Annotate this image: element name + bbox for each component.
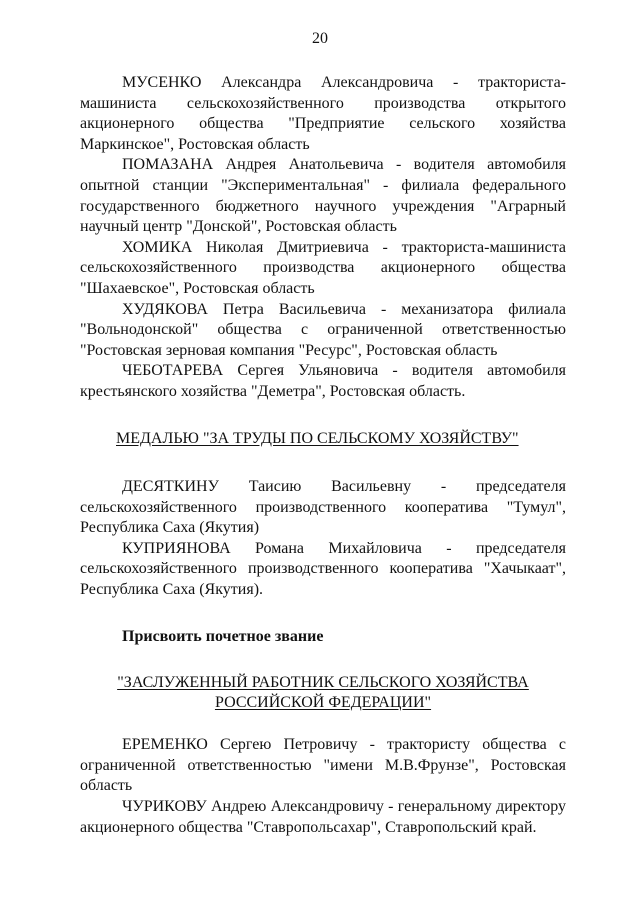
award-entry: КУПРИЯНОВА Романа Михайловича - председателя сельскохозяйственного производственного кооператива "Хачыкаат", Республика Саха (Якутия). [80,539,566,599]
document-body [80,73,566,838]
award-entry: ЧУРИКОВУ Андрею Александровичу - генеральному директору акционерного общества "Ставропольсахар", Ставропольский край. [80,798,566,836]
assign-title-label: Присвоить почетное звание [122,627,324,645]
medal-award-list [80,477,566,601]
award-entry: ДЕСЯТКИНУ Таисию Васильевну - председателя сельскохозяйственного производственного кооператива "Тумул", Республика Саха (Якутия) [80,478,566,537]
honorary-title-line-2: РОССИЙСКОЙ ФЕДЕРАЦИИ" [214,694,432,712]
award-entry: ЧЕБОТАРЕВА Сергея Ульяновича - водителя автомобиля крестьянского хозяйства "Деметра", Ростовская область. [80,362,566,400]
award-entry: ХУДЯКОВА Петра Васильевича - механизатора филиала "Вольнодонской" общества с ограниченной ответственностью "Ростовская зерновая компания "Ресурс", Ростовская область [80,300,566,359]
honorary-title-heading [80,673,566,713]
honorary-title-list [80,735,566,838]
honorary-title-line-1: "ЗАСЛУЖЕННЫЙ РАБОТНИК СЕЛЬСКОГО ХОЗЯЙСТВА [117,674,529,692]
award-entry: ХОМИКА Николая Дмитриевича - тракториста-машиниста сельскохозяйственного производства акционерного общества "Шахаевское", Ростовская область [80,238,566,297]
medal-heading-text: МЕДАЛЬЮ "ЗА ТРУДЫ ПО СЕЛЬСКОМУ ХОЗЯЙСТВУ" [116,429,519,447]
award-entry: ЕРЕМЕНКО Сергею Петровичу - трактористу общества с ограниченной ответственностью "имени М.В.Фрунзе", Ростовская область [80,736,566,795]
award-entry: ПОМАЗАНА Андрея Анатольевича - водителя автомобиля опытной станции "Экспериментальная" - филиала федерального государственного бюджетного научного учреждения "Аграрный научный центр "Донской", Ростовская область [80,156,566,236]
page-number: 20 [312,30,328,47]
award-list-top [80,73,566,403]
award-entry: МУСЕНКО Александра Александровича - тракториста-машиниста сельскохозяйственного производства открытого акционерного общества "Предприятие сельского хозяйства Маркинское", Ростовская область [80,74,566,153]
medal-heading [80,429,566,450]
